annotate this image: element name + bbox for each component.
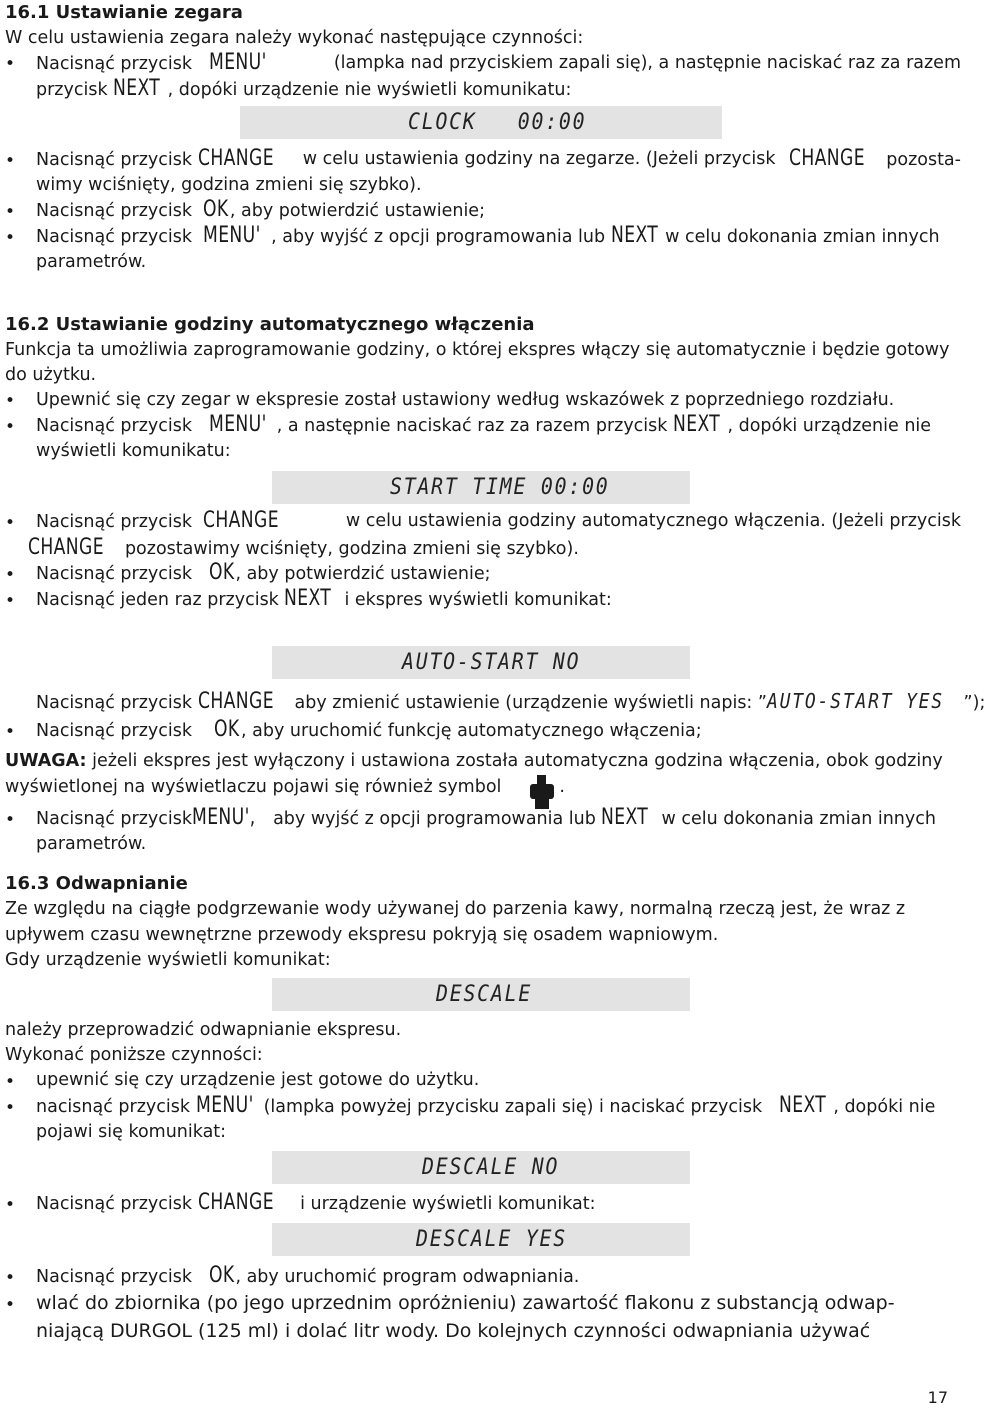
- bullet: •: [5, 1195, 16, 1215]
- list-item: Nacisnąć przycisk CHANGE w celu ustawienia godziny automatycznego włączenia. (Jeżeli przycisk: [36, 508, 961, 533]
- list-item-cont: parametrów.: [36, 834, 147, 854]
- bullet: •: [5, 202, 16, 222]
- list-item-cont: wyświetli komunikatu:: [36, 441, 231, 461]
- next-key: NEXT: [113, 76, 161, 101]
- bullet: •: [5, 391, 16, 411]
- warning-paragraph-cont: wyświetlonej na wyświetlaczu pojawi się również symbol .: [5, 777, 565, 797]
- list-item-cont: wimy wciśnięty, godzina zmieni się szybko).: [36, 175, 422, 195]
- section-heading-16-2: 16.2 Ustawianie godziny automatycznego włączenia: [5, 314, 535, 335]
- ok-key: OK: [208, 1263, 235, 1288]
- display-message: DESCALE: [436, 982, 533, 1007]
- list-item: Nacisnąć przyciskMENU', aby wyjść z opcji programowania lub NEXT w celu dokonania zmian innych: [36, 805, 936, 830]
- paragraph: należy przeprowadzić odwapnianie ekspresu.: [5, 1020, 402, 1040]
- list-item: upewnić się czy urządzenie jest gotowe do użytku.: [36, 1070, 480, 1090]
- paragraph: do użytku.: [5, 365, 97, 385]
- change-key: CHANGE: [789, 146, 866, 171]
- bullet: •: [5, 417, 16, 437]
- list-item: Nacisnąć przycisk OK, aby uruchomić funkcję automatycznego włączenia;: [36, 717, 702, 742]
- list-item-cont: parametrów.: [36, 252, 147, 272]
- paragraph: Funkcja ta umożliwia zaprogramowanie godziny, o której ekspres włączy się automatycznie i będzie gotowy: [5, 340, 950, 360]
- change-key: CHANGE: [197, 1190, 274, 1215]
- paragraph: Wykonać poniższe czynności:: [5, 1045, 263, 1065]
- list-item: Nacisnąć przycisk OK, aby potwierdzić ustawienie;: [36, 560, 491, 585]
- display-message: DESCALE YES: [416, 1227, 567, 1252]
- list-item: Upewnić się czy zegar w ekspresie został ustawiony według wskazówek z poprzedniego rozdziału.: [36, 390, 895, 410]
- change-key: CHANGE: [197, 689, 274, 714]
- list-item: Nacisnąć przycisk CHANGE i urządzenie wyświetli komunikat:: [36, 1190, 596, 1215]
- ok-key: OK: [203, 197, 229, 222]
- list-item: wlać do zbiornika (po jego uprzednim opróżnieniu) zawartość flakonu z substancją odwap-: [36, 1292, 895, 1314]
- next-key: NEXT: [778, 1093, 827, 1118]
- hand-tap-icon: [527, 774, 557, 810]
- list-item-cont: pojawi się komunikat:: [36, 1122, 227, 1142]
- menu-key: MENU': [195, 1093, 254, 1118]
- bullet: •: [5, 54, 16, 74]
- bullet: •: [5, 591, 16, 611]
- warning-label: UWAGA:: [5, 751, 87, 771]
- paragraph: Nacisnąć przycisk CHANGE aby zmienić ustawienie (urządzenie wyświetli napis: ”AUTO-START YES ”);: [36, 689, 985, 714]
- bullet: •: [5, 151, 16, 171]
- list-item-cont: przycisk NEXT , dopóki urządzenie nie wyświetli komunikatu:: [36, 76, 572, 101]
- display-message: AUTO-START NO: [402, 650, 581, 675]
- bullet: •: [5, 1268, 16, 1288]
- change-key: CHANGE: [28, 535, 104, 560]
- paragraph: Ze względu na ciągłe podgrzewanie wody używanej do parzenia kawy, normalną rzeczą jest, że wraz z: [5, 899, 906, 919]
- list-item: Nacisnąć przycisk OK, aby potwierdzić ustawienie;: [36, 197, 485, 222]
- list-item: Nacisnąć przycisk MENU' , aby wyjść z opcji programowania lub NEXT w celu dokonania zmian innych: [36, 223, 940, 248]
- list-item: nacisnąć przycisk MENU' (lampka powyżej przycisku zapali się) i naciskać przycisk NEXT , dopóki nie: [36, 1093, 936, 1118]
- bullet: •: [5, 228, 16, 248]
- paragraph: upływem czasu wewnętrzne przewody ekspresu pokryją się osadem wapniowym.: [5, 925, 719, 945]
- menu-key: MENU': [203, 223, 261, 248]
- section-heading-16-1: 16.1 Ustawianie zegara: [5, 2, 243, 23]
- next-key: NEXT: [284, 586, 332, 611]
- bullet: •: [5, 1072, 16, 1092]
- bullet: •: [5, 513, 16, 533]
- bullet: •: [5, 1295, 16, 1315]
- bullet: •: [5, 565, 16, 585]
- change-key: CHANGE: [197, 146, 274, 171]
- menu-key: MENU',: [192, 805, 256, 830]
- list-item: Nacisnąć przycisk MENU' , a następnie naciskać raz za razem przycisk NEXT , dopóki urządzenie nie: [36, 412, 932, 437]
- next-key: NEXT: [610, 223, 658, 248]
- list-item: Nacisnąć przycisk CHANGE w celu ustawienia godziny na zegarze. (Jeżeli przycisk CHANGE pozosta-: [36, 146, 961, 171]
- next-key: NEXT: [601, 805, 649, 830]
- ok-key: OK: [208, 560, 235, 585]
- menu-key: MENU': [208, 412, 267, 437]
- display-message: DESCALE NO: [422, 1155, 560, 1180]
- display-message: CLOCK 00:00: [408, 110, 587, 135]
- ok-key: OK: [214, 717, 240, 742]
- list-item: Nacisnąć przycisk OK, aby uruchomić program odwapniania.: [36, 1263, 580, 1288]
- list-item: Nacisnąć przycisk MENU' (lampka nad przyciskiem zapali się), a następnie naciskać raz za razem: [36, 50, 961, 75]
- list-item: Nacisnąć jeden raz przycisk NEXT i ekspres wyświetli komunikat:: [36, 586, 612, 611]
- menu-key: MENU': [208, 50, 267, 75]
- bullet: •: [5, 1098, 16, 1118]
- bullet: •: [5, 810, 16, 830]
- list-item-cont: CHANGE pozostawimy wciśnięty, godzina zmieni się szybko).: [28, 535, 579, 560]
- paragraph: Gdy urządzenie wyświetli komunikat:: [5, 950, 331, 970]
- page-number: 17: [927, 1388, 948, 1407]
- change-key: CHANGE: [203, 508, 280, 533]
- paragraph: W celu ustawienia zegara należy wykonać następujące czynności:: [5, 28, 584, 48]
- next-key: NEXT: [673, 412, 721, 437]
- display-message: START TIME 00:00: [390, 475, 610, 500]
- warning-paragraph: UWAGA: jeżeli ekspres jest wyłączony i ustawiona została automatyczna godzina włączenia, obok godziny: [5, 751, 943, 771]
- bullet: •: [5, 722, 16, 742]
- section-heading-16-3: 16.3 Odwapnianie: [5, 873, 188, 894]
- display-text: AUTO-START YES: [766, 689, 944, 713]
- list-item-cont: niającą DURGOL (125 ml) i dolać litr wody. Do kolejnych czynności odwapniania używać: [36, 1320, 871, 1342]
